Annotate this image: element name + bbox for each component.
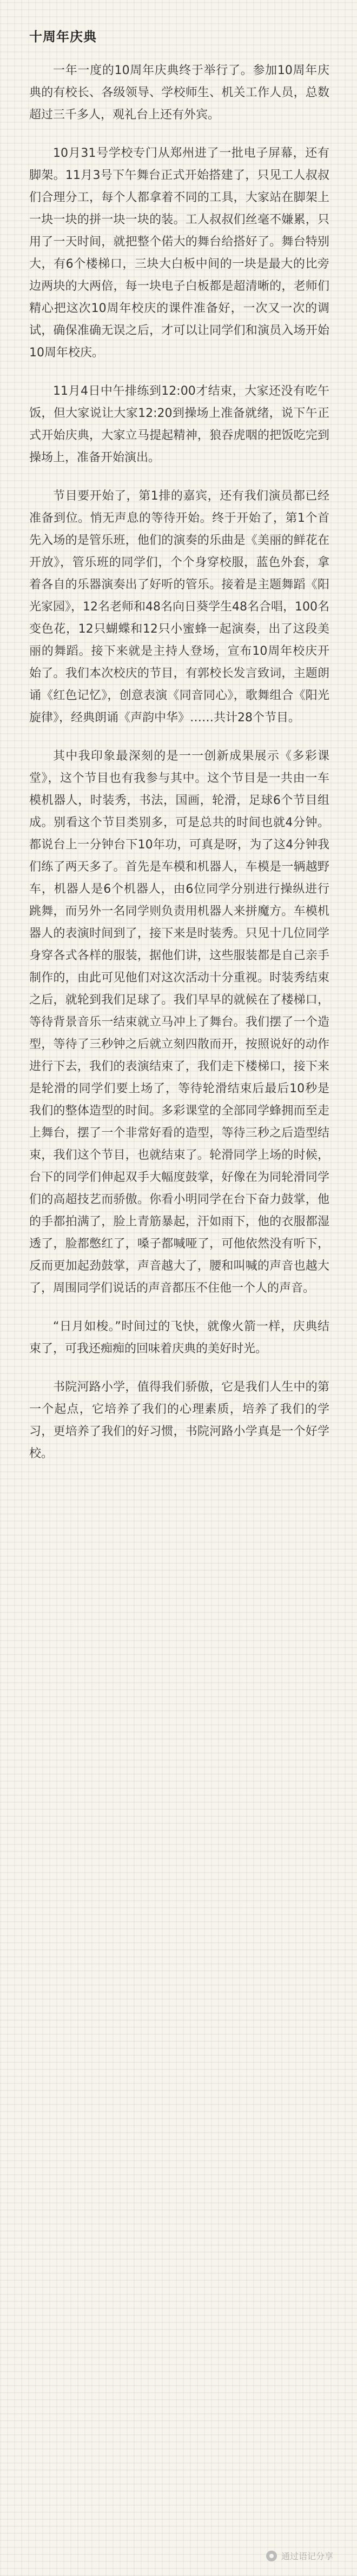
paragraph-7: 书院河路小学，值得我们骄傲，它是我们人生中的第一个起点，它培养了我们的心理素质，培养了我们的学习，更培养了我们的好习惯，书院河路小学真是一个好学校。 <box>29 1380 329 1460</box>
article-title: 十周年庆典 <box>29 29 97 44</box>
circle-logo-icon <box>266 2551 277 2561</box>
article-body <box>29 59 329 1481</box>
paragraph-6: “日月如梭。”时间过的飞快，就像火箭一样，庆典结束了，可我还痴痴的回味着庆典的美好时光。 <box>29 1320 329 1356</box>
paragraph-2: 10月31号学校专门从郑州进了一批电子屏幕，还有脚架。11月3号下午舞台正式开始搭建了，只见工人叔叔们合理分工，每个人都拿着不同的工具，大家站在脚架上一块一块的拼一块一块的装。工人叔叔们丝毫不嫌累，只用了一天时间，就把整个偌大的舞台给搭好了。舞台特别大，有6个楼梯口，三块大白板中间的一块是最大的比旁边两块的大两倍，每一块电子白板都是超清晰的，老师们精心把这次10周年校庆的课件准备好，一次又一次的调试，确保准确无误之后，才可以让同学们和演员入场开始10周年校庆。 <box>29 147 329 360</box>
paragraph-5: 其中我印象最深刻的是一一创新成果展示《多彩课堂》，这个节目也有我参与其中。这个节目是一共由一车模机器人，时装秀，书法，国画，轮滑，足球6个节目组成。别看这个节目类别多，可是总共的时间也就4分钟。都说台上一分钟台下10年功，可真是呀，为了这4分钟我们练了两天多了。首先是车模和机器人，车模是一辆越野车，机器人是6个机器人，由6位同学分别进行操纵进行跳舞，而另外一名同学则负责用机器人来拼魔方。车模机器人的表演时间到了，接下来是时装秀。只见十几位同学身穿各式各样的服装，据他们讲，这些服装都是自己亲手制作的，由此可见他们对这次活动十分重视。时装秀结束之后，就轮到我们足球了。我们早早的就候在了楼梯口，等待背景音乐一结束就立马冲上了舞台。我们摆了一个造型，等待了三秒钟之后就立刻四散而开，按照说好的动作进行下去，我们的表演结束了，我们走下楼梯口，接下来是轮滑的同学们要上场了，等待轮滑结束后最后10秒是我们的整体造型的时间。多彩课堂的全部同学蜂拥而至走上舞台，摆了一个非常好看的造型，等待三秒之后造型结束，我们这个节目，也就结束了。轮滑同学上场的时候，台下的同学们伸起双手大幅度鼓掌，好像在为同轮滑同学们的高超技艺而骄傲。你看小明同学在台下奋力鼓掌，他的手都拍满了，脸上青筋暴起，汗如雨下，他的衣服都湿透了，脸都憋红了，嗓子都喊哑了，可他依然没有听下，反而更加起劲鼓掌，声音越大了，腰和叫喊的声音也越大了，周围同学们说话的声音都压不住他一个人的声音。 <box>29 749 329 1295</box>
share-watermark <box>266 2550 333 2562</box>
paragraph-4: 节目要开始了，第1排的嘉宾，还有我们演员都已经准备到位。悄无声息的等待开始。终于开始了，第1个首先入场的是管乐班，他们的演奏的乐曲是《美丽的鲜花在开放》，管乐班的同学们，个个身穿校服，蓝色外套，拿着各自的乐器演奏出了好听的管乐。接着是主题舞蹈《阳光家园》，12名老师和48名向日葵学生48名合唱，100名变色花，12只蝴蝶和12只小蜜蜂一起演奏，出了这段美丽的舞蹈。接下来就是主持人登场，宣布10周年校庆开始了。我们本次校庆的节目，有郭校长发言致词，主题朗诵《红色记忆》，创意表演《同音同心》，歌舞组合《阳光旋律》，经典朗诵《声韵中华》……共计28个节目。 <box>29 489 329 725</box>
paragraph-1: 一年一度的10周年庆典终于举行了。参加10周年庆典的有校长、各级领导、学校师生、机关工作人员，总数超过三千多人，观礼台上还有外宾。 <box>29 64 329 122</box>
watermark-text: 通过语记分享 <box>281 2551 333 2561</box>
paragraph-3: 11月4日中午排练到12:00才结束，大家还没有吃午饭，但大家说让大家12:20到操场上准备就绪，说下午正式开始庆典，大家立马提起精神，狼吞虎咽的把饭吃完到操场上，准备开始演出。 <box>29 384 329 464</box>
